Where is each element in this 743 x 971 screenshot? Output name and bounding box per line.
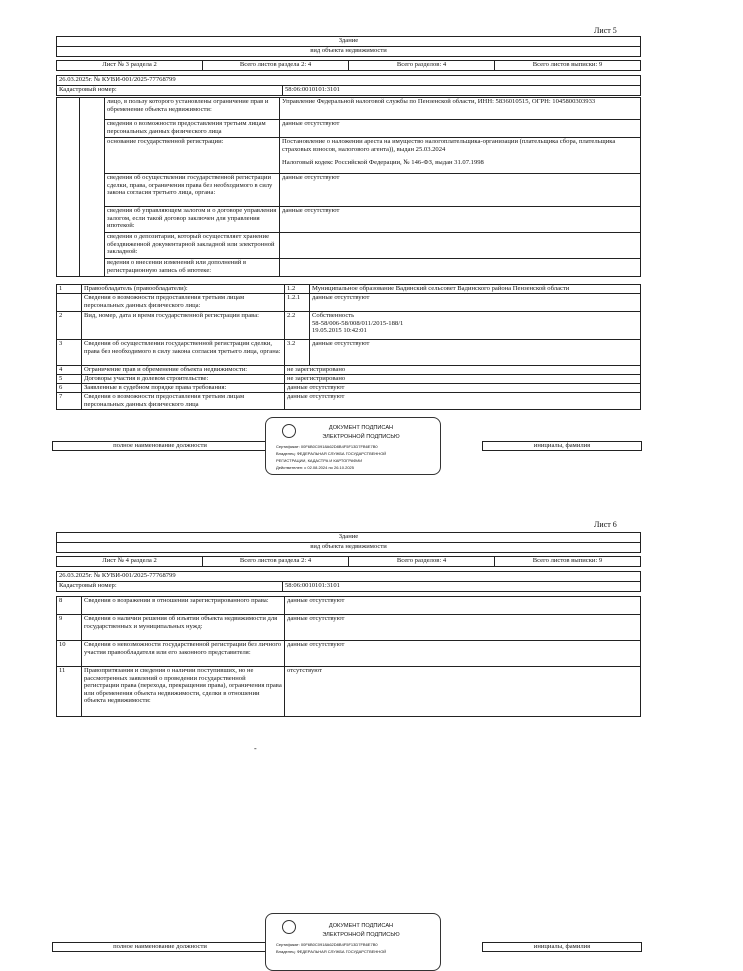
- signature-initials: инициалы, фамилия: [483, 442, 642, 451]
- section-header-table: [56, 532, 641, 553]
- sub-row-value: данные отсутствуют: [280, 207, 641, 233]
- row-label: Сведения об осуществлении государственной регистрации сделки, права без необходимого в силу закона согласия третьего лица, органа:: [82, 340, 285, 366]
- sheet-label: Лист 5: [594, 26, 617, 35]
- total-sheets-extract: Всего листов выписки: 9: [495, 61, 641, 71]
- row-number: 8: [57, 597, 82, 615]
- sub-row-value: данные отсутствуют: [280, 174, 641, 207]
- sub-row-value: Управление Федеральной налоговой службы по Пензенской области, ИНН: 5836010515, ОГРН: 1045800303933: [280, 98, 641, 120]
- sub-row-label: сведения об осуществлении государственной регистрации сделки, права, ограничения права без необходимого в силу закона согласия третьего лица, органа:: [105, 174, 280, 207]
- row-number: 6: [57, 384, 82, 393]
- total-sheets-section: Всего листов раздела 2: 4: [203, 61, 349, 71]
- stamp-line2: ЭЛЕКТРОННОЙ ПОДПИСЬЮ: [322, 434, 400, 440]
- row-value: данные отсутствуют: [285, 615, 641, 641]
- info-row-table: [56, 556, 641, 567]
- sheet-number: Лист № 3 раздела 2: [57, 61, 203, 71]
- sub-rows-table: [56, 97, 641, 277]
- total-sheets-extract: Всего листов выписки: 9: [495, 557, 641, 567]
- signature-position: полное наименование должности: [53, 442, 268, 451]
- sub-row-label: ведения о внесении изменений или дополнений в регистрационную запись об ипотеке:: [105, 259, 280, 277]
- date-cadastral-table: [56, 571, 641, 592]
- section-subtitle: вид объекта недвижимости: [57, 543, 641, 553]
- sub-row-value: [280, 233, 641, 259]
- stamp-line1: ДОКУМЕНТ ПОДПИСАН: [328, 425, 394, 431]
- page6-rows-table: [56, 596, 641, 717]
- row-number: 2: [57, 312, 82, 340]
- stamp-valid: Действителен: с 02.08.2024 по 26.10.2025: [276, 465, 354, 470]
- row-value: данные отсутствуют: [285, 384, 641, 393]
- row-label: Сведения о возможности предоставления третьим лицам персональных данных физического лица: [82, 393, 285, 410]
- info-row-table: [56, 60, 641, 71]
- stamp-owner: Владелец: ФЕДЕРАЛЬНАЯ СЛУЖБА ГОСУДАРСТВЕННОЙ: [276, 451, 387, 456]
- stamp-owner-2: РЕГИСТРАЦИИ, КАДАСТРА И КАРТОГРАФИИ: [276, 458, 363, 463]
- section-header-table: [56, 36, 641, 57]
- stamp-line1: ДОКУМЕНТ ПОДПИСАН: [328, 923, 394, 929]
- row-number: 1: [57, 285, 82, 294]
- row-code: 1.2: [285, 285, 310, 294]
- date-cadastral-table: [56, 75, 641, 96]
- row-value: данные отсутствуют: [310, 294, 641, 312]
- row-value: данные отсутствуют: [285, 597, 641, 615]
- sheet-number: Лист № 4 раздела 2: [57, 557, 203, 567]
- row-number: 10: [57, 641, 82, 667]
- row-value-2: 58-58/006-58/008/011/2015-188/1: [312, 319, 404, 327]
- row-value: данные отсутствуют: [285, 641, 641, 667]
- cadastral-value: 58:06:0010101:3101: [283, 86, 641, 96]
- stamp-cert: Сертификат: 00F6B0C0918A62D8B4F5F13D7FB6E7B0: [276, 444, 378, 449]
- row-label: Сведения о возражении в отношении зарегистрированного права:: [82, 597, 285, 615]
- total-sheets-section: Всего листов раздела 2: 4: [203, 557, 349, 567]
- row-label: Ограничение прав и обременение объекта недвижимости:: [82, 366, 285, 375]
- cadastral-label: Кадастровый номер:: [57, 86, 283, 96]
- signature-position: полное наименование должности: [53, 943, 268, 952]
- sub-row-value-2: Налоговый кодекс Российской Федерации, № 146-ФЗ, выдан 31.07.1998: [282, 159, 484, 167]
- row-value: не зарегистрировано: [285, 366, 641, 375]
- date-number: 26.03.2025г. № КУВИ-001/2025-77768799: [57, 572, 641, 582]
- total-sections: Всего разделов: 4: [349, 61, 495, 71]
- stamp-line2: ЭЛЕКТРОННОЙ ПОДПИСЬЮ: [322, 932, 400, 938]
- sub-row-value: [280, 259, 641, 277]
- row-label: Сведения о возможности предоставления третьим лицам персональных данных физического лица:: [82, 294, 285, 312]
- row-value: отсутствуют: [285, 667, 641, 717]
- row-label: Правопритязания и сведения о наличии поступивших, но не рассмотренных заявлений о проведении государственной регистрации права (перехода, прекращения права), ограничения права или обременения объекта недвижимости, сделки в отношении объекта недвижимости:: [82, 667, 285, 717]
- cadastral-label: Кадастровый номер:: [57, 582, 283, 592]
- sub-row-label: лицо, в пользу которого установлены ограничение прав и обременение объекта недвижимости:: [105, 98, 280, 120]
- section-subtitle: вид объекта недвижимости: [57, 47, 641, 57]
- row-code: 2.2: [285, 312, 310, 340]
- signature-initials: инициалы, фамилия: [483, 943, 642, 952]
- row-label: Сведения о невозможности государственной регистрации без личного участия правообладателя или его законного представителя:: [82, 641, 285, 667]
- row-label: Договоры участия в долевом строительстве:: [82, 375, 285, 384]
- date-number: 26.03.2025г. № КУВИ-001/2025-77768799: [57, 76, 641, 86]
- row-code: 1.2.1: [285, 294, 310, 312]
- row-value-3: 19.05.2015 10:42:01: [312, 327, 367, 335]
- row-value: данные отсутствуют: [285, 393, 641, 410]
- row-number: 11: [57, 667, 82, 717]
- stray-mark: -: [254, 744, 257, 753]
- row-label: Правообладатель (правообладатели):: [82, 285, 285, 294]
- row-number: [57, 294, 82, 312]
- stamp-owner: Владелец: ФЕДЕРАЛЬНАЯ СЛУЖБА ГОСУДАРСТВЕННОЙ: [276, 949, 387, 954]
- row-code: 3.2: [285, 340, 310, 366]
- row-label: Вид, номер, дата и время государственной регистрации права:: [82, 312, 285, 340]
- total-sections: Всего разделов: 4: [349, 557, 495, 567]
- stamp-cert: Сертификат: 00F6B0C0918A62D8B4F5F13D7FB6E7B0: [276, 942, 378, 947]
- row-label: Заявленные в судебном порядке права требования:: [82, 384, 285, 393]
- cadastral-value: 58:06:0010101:3101: [283, 582, 641, 592]
- section-title: Здание: [57, 37, 641, 47]
- row-number: 7: [57, 393, 82, 410]
- section-title: Здание: [57, 533, 641, 543]
- main-rows-table: [56, 284, 641, 410]
- coat-of-arms-icon: [282, 920, 296, 934]
- row-number: 9: [57, 615, 82, 641]
- row-label: Сведения о наличии решения об изъятии объекта недвижимости для государственных и муниципальных нужд:: [82, 615, 285, 641]
- sheet-label: Лист 6: [594, 520, 617, 529]
- row-value: Муниципальное образование Вадинский сельсовет Вадинского района Пензенской области: [310, 285, 641, 294]
- sub-row-label: сведения о возможности предоставления третьим лицам персональных данных физического лица: [105, 120, 280, 138]
- row-value: Собственность: [312, 312, 355, 319]
- electronic-signature-stamp: [265, 417, 441, 475]
- row-number: 3: [57, 340, 82, 366]
- sub-row-label: основание государственной регистрации:: [105, 138, 280, 174]
- electronic-signature-stamp: [265, 913, 441, 971]
- row-value: данные отсутствуют: [310, 340, 641, 366]
- row-number: 4: [57, 366, 82, 375]
- sub-row-label: сведения об управляющем залогом и о договоре управления залогом, если такой договор заключен для управления ипотекой:: [105, 207, 280, 233]
- coat-of-arms-icon: [282, 424, 296, 438]
- row-value: не зарегистрировано: [285, 375, 641, 384]
- sub-row-value: Постановление о наложении ареста на имущество налогоплательщика-организации (плательщика сбора, плательщика страховых взносов, налогового агента)), выдан 25.03.2024: [282, 138, 616, 153]
- sub-row-value: данные отсутствуют: [280, 120, 641, 138]
- sub-row-label: сведения о депозитарии, который осуществляет хранение обездвиженной документарной закладной или электронной закладной:: [105, 233, 280, 259]
- row-number: 5: [57, 375, 82, 384]
